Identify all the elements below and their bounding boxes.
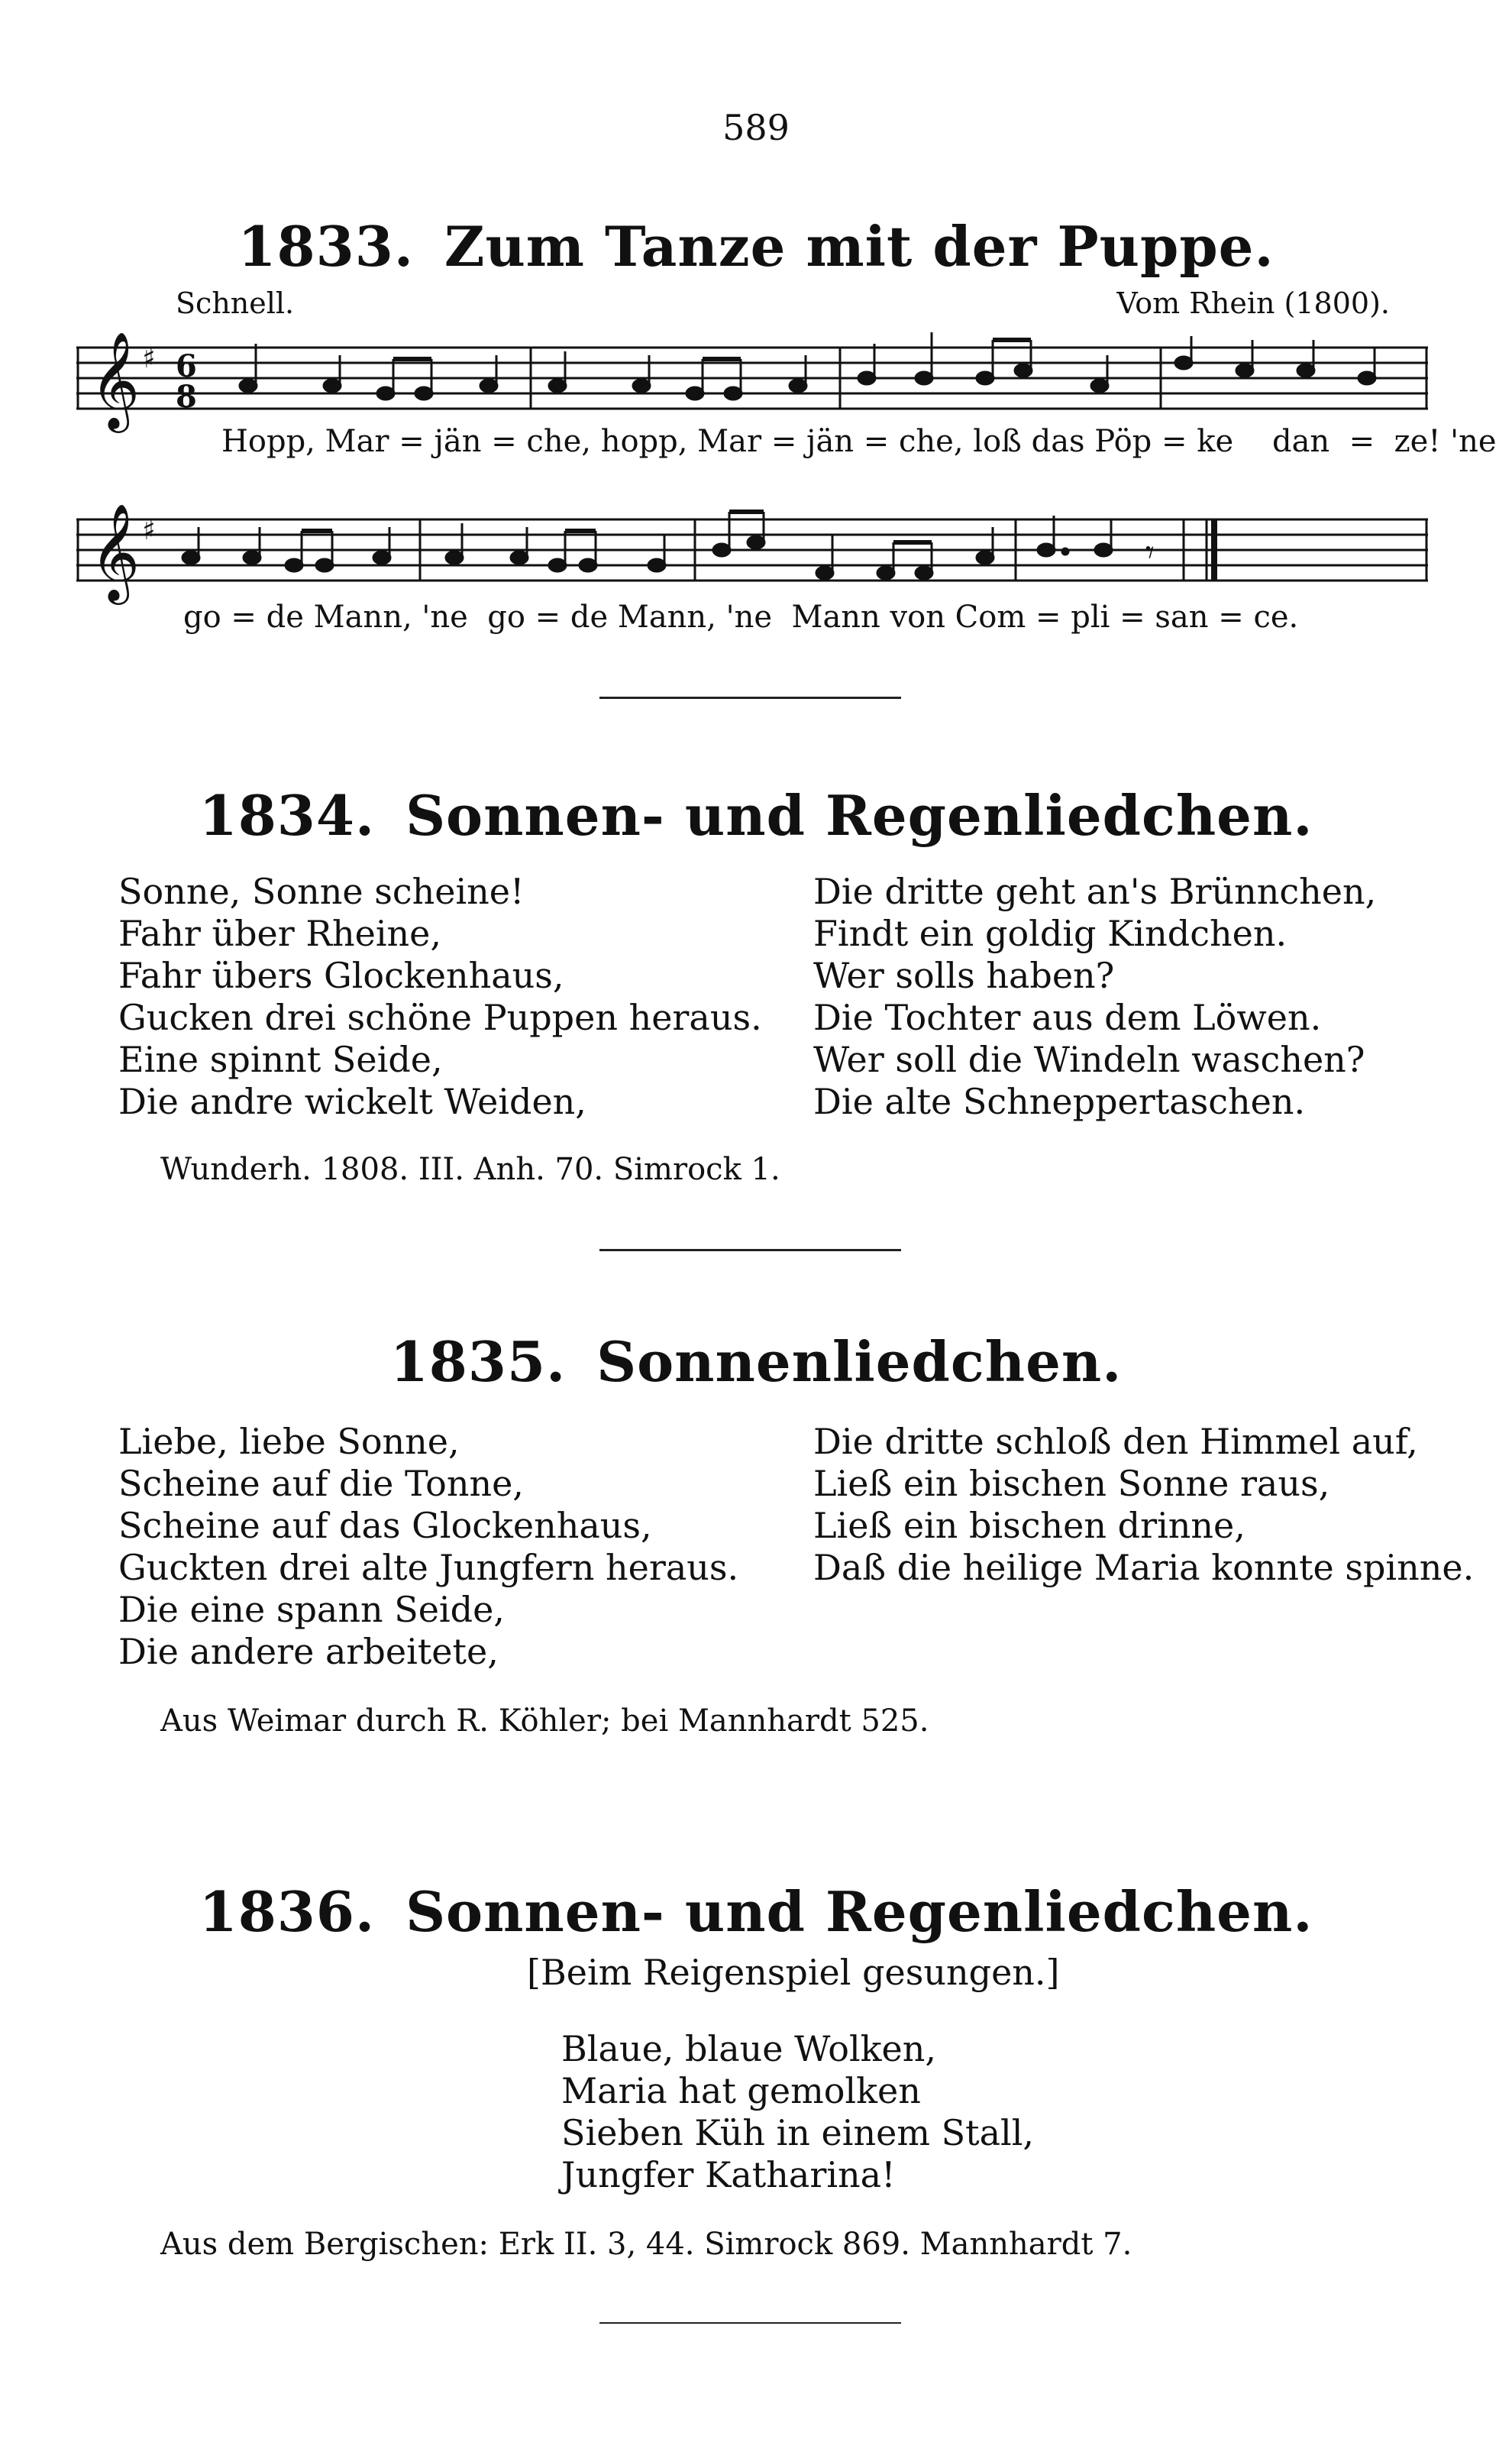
verse-line: Scheine auf das Glockenhaus, <box>118 1505 652 1546</box>
music-staff-2 <box>76 489 1436 603</box>
verse-line: Die eine spann Seide, <box>118 1589 505 1630</box>
verse-line: Die dritte geht an's Brünnchen, <box>813 871 1377 912</box>
sharp-icon: ♯ <box>142 343 156 374</box>
song-1833-heading <box>0 214 1512 279</box>
source-citation: Aus Weimar durch R. Köhler; bei Mannhardt 525. <box>160 1703 929 1739</box>
svg-text:♯: ♯ <box>142 515 156 546</box>
verse-left <box>118 871 762 1123</box>
verse-line: Die alte Schneppertaschen. <box>813 1081 1306 1122</box>
section-divider <box>599 1249 901 1251</box>
song-title: Sonnen- und Regenliedchen. <box>405 783 1313 848</box>
verse-line: Scheine auf die Tonne, <box>118 1463 524 1504</box>
song-1836-heading <box>0 1879 1512 1944</box>
song-title: Sonnenliedchen. <box>596 1329 1123 1394</box>
song-number: 1836. <box>199 1879 376 1944</box>
verse-left <box>118 1421 738 1673</box>
source-citation: Wunderh. 1808. III. Anh. 70. Simrock 1. <box>160 1152 780 1187</box>
lyrics-line-2: go = de Mann, 'ne go = de Mann, 'ne Mann von Com = pli = san = ce. <box>183 600 1299 635</box>
song-1835-heading <box>0 1329 1512 1394</box>
song-number: 1834. <box>199 783 376 848</box>
song-number: 1833. <box>237 214 414 279</box>
song-title: Zum Tanze mit der Puppe. <box>444 214 1275 279</box>
song-title: Sonnen- und Regenliedchen. <box>405 1879 1313 1944</box>
verse-line: Daß die heilige Maria konnte spinne. <box>813 1547 1475 1588</box>
music-staff-1 <box>76 317 1436 432</box>
verse-line: Liebe, liebe Sonne, <box>118 1421 460 1462</box>
verse-right <box>813 1421 1474 1589</box>
verse-line: Eine spinnt Seide, <box>118 1039 443 1080</box>
verse-line: Fahr über Rheine, <box>118 913 442 954</box>
verse-line: Die dritte schloß den Himmel auf, <box>813 1421 1418 1462</box>
verse-line: Sieben Küh in einem Stall, <box>561 2112 1035 2153</box>
verse-line: Sonne, Sonne scheine! <box>118 871 525 912</box>
verse-right <box>813 871 1376 1123</box>
verse-line: Findt ein goldig Kindchen. <box>813 913 1287 954</box>
tempo-marking: Schnell. <box>176 286 295 320</box>
treble-clef-icon: 𝄞 <box>90 331 141 429</box>
time-signature-icon: 6 <box>176 348 197 384</box>
page-number: 589 <box>722 107 790 148</box>
verse-line: Die andere arbeitete, <box>118 1631 499 1672</box>
eighth-rest-icon: 𝄾 <box>1145 533 1155 572</box>
verse-line: Wer soll die Windeln waschen? <box>813 1039 1365 1080</box>
verse <box>561 2028 1034 2196</box>
verse-line: Ließ ein bischen drinne, <box>813 1505 1245 1546</box>
verse-line: Die andre wickelt Weiden, <box>118 1081 586 1122</box>
note-group-staff-2 <box>183 512 1112 579</box>
verse-line: Ließ ein bischen Sonne raus, <box>813 1463 1330 1504</box>
section-divider <box>599 2322 901 2324</box>
source-citation: Aus dem Bergischen: Erk II. 3, 44. Simrock 869. Mannhardt 7. <box>160 2227 1132 2262</box>
verse-line: Jungfer Katharina! <box>561 2154 896 2195</box>
svg-text:𝄞: 𝄞 <box>90 503 141 600</box>
verse-line: Blaue, blaue Wolken, <box>561 2028 936 2069</box>
song-number: 1835. <box>389 1329 567 1394</box>
origin-note: Vom Rhein (1800). <box>1116 286 1390 320</box>
song-subtitle: [Beim Reigenspiel gesungen.] <box>527 1952 1060 1993</box>
note-group-staff-1 <box>240 332 1375 400</box>
svg-text:8: 8 <box>176 379 197 415</box>
lyrics-line-1: Hopp, Mar = jän = che, hopp, Mar = jän = che, loß das Pöp = ke dan = ze! 'ne <box>221 424 1497 459</box>
verse-line: Maria hat gemolken <box>561 2070 921 2111</box>
verse-line: Wer solls haben? <box>813 955 1115 996</box>
verse-line: Guckten drei alte Jungfern heraus. <box>118 1547 739 1588</box>
song-1834-heading <box>0 783 1512 848</box>
section-divider <box>599 697 901 699</box>
verse-line: Die Tochter aus dem Löwen. <box>813 997 1322 1038</box>
verse-line: Fahr übers Glockenhaus, <box>118 955 564 996</box>
verse-line: Gucken drei schöne Puppen heraus. <box>118 997 762 1038</box>
